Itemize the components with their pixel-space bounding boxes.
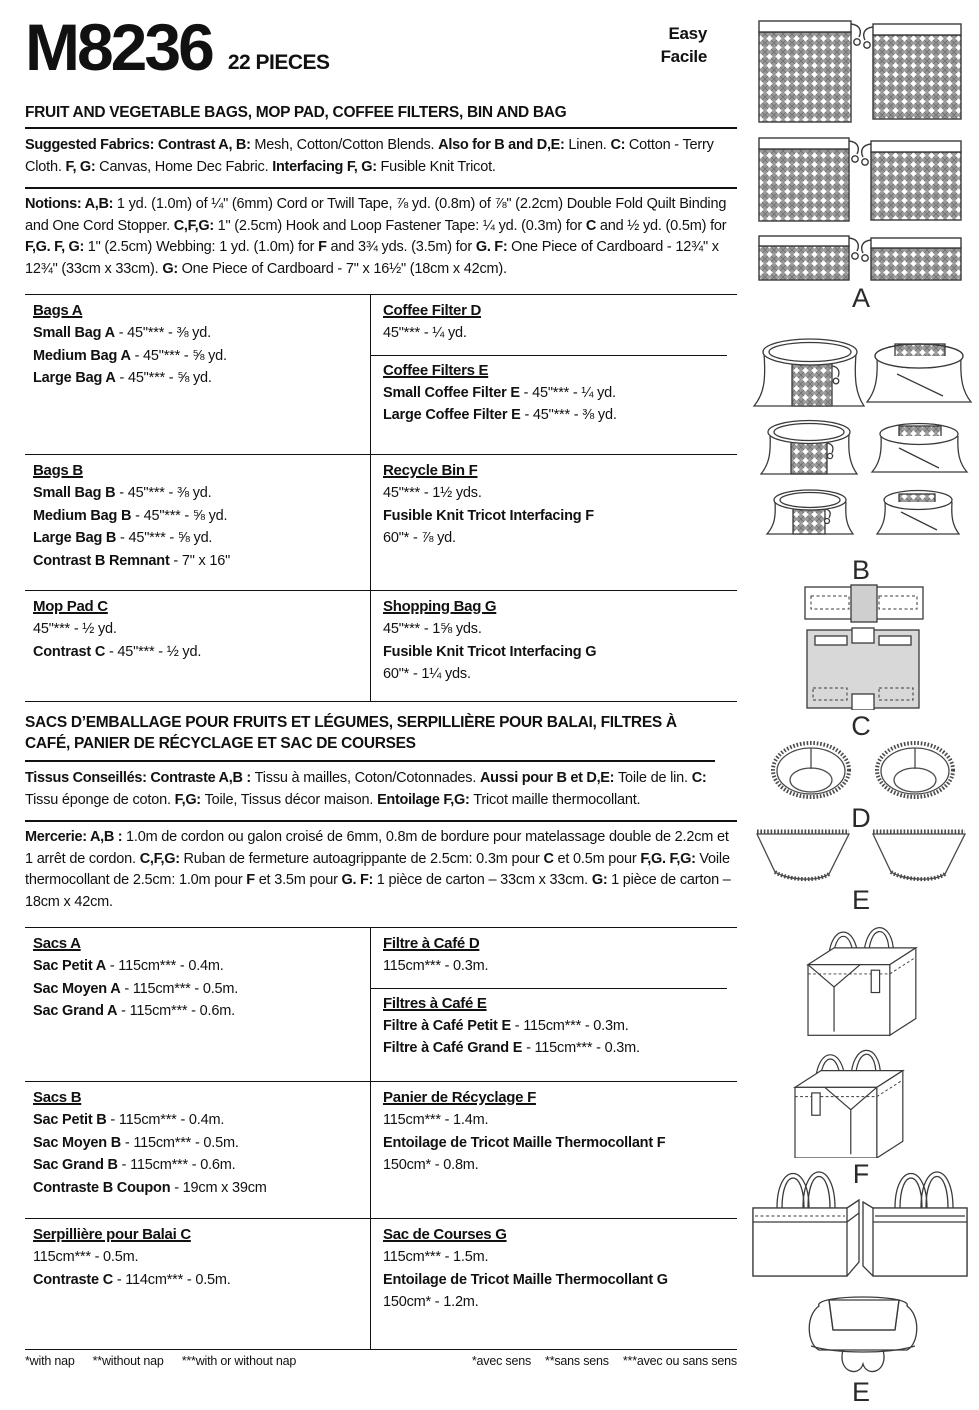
- cell-lines: Small Bag B - 45"*** - ⅜ yd. Medium Bag B - 45"*** - ⅝ yd. Large Bag B - 45"*** - ⅝ yd. Contrast B Remnant - 7" x 16": [33, 485, 231, 569]
- cell-heading: Serpillière pour Balai C: [33, 1226, 191, 1243]
- footnote-with-or-without-nap: ***with or without nap: [181, 1354, 297, 1368]
- cell-shopping-bag-g: [371, 591, 737, 701]
- figure-view-f: [743, 894, 979, 1188]
- cell-lines: Filtre à Café Petit E - 115cm*** - 0.3m. Filtre à Café Grand E - 115cm*** - 0.3m.: [383, 1017, 640, 1056]
- mesh-bags-illustration: [747, 16, 975, 282]
- cell-heading: Coffee Filters E: [383, 361, 489, 379]
- difficulty-fr: Facile: [660, 47, 707, 66]
- cell-coffee-filter-d: [383, 300, 727, 345]
- footnote-with-nap: *with nap: [25, 1354, 75, 1368]
- cell-sacs-b: [25, 1082, 371, 1218]
- footnote-without-nap: **without nap: [92, 1354, 164, 1368]
- cell-bags-b: [25, 455, 371, 590]
- footnote-avec-sens: *avec sens: [471, 1354, 532, 1368]
- figure-view-d: [743, 740, 979, 832]
- recycle-bins-illustration: [754, 894, 968, 1158]
- cell-heading: Mop Pad C: [33, 598, 108, 615]
- cell-lines: 45"*** - ½ yd. Contrast C - 45"*** - ½ yd.: [33, 621, 202, 660]
- tissus-paragraph: Tissus Conseillés: Contraste A,B : Tissu à mailles, Coton/Cotonnades. Aussi pour B et D,E: Toile de lin. C: Tissu éponge de coton. F,G: Toile, Tissus décor maison. Entoilage F,G: Tricot maille thermocollant.: [25, 770, 707, 808]
- figure-view-g: [743, 1158, 979, 1406]
- cell-lines: 115cm*** - 0.3m.: [383, 958, 489, 974]
- pattern-number: M8236: [25, 10, 212, 84]
- cell-filtres-cafe: [371, 928, 737, 1081]
- figure-label-c: C: [851, 711, 871, 741]
- figure-label-g: E: [851, 1377, 870, 1407]
- cell-lines: Sac Petit B - 115cm*** - 0.4m. Sac Moyen B - 115cm*** - 0.5m. Sac Grand B - 115cm*** - 0.6m. Contraste B Coupon - 19cm x 39cm: [33, 1112, 267, 1196]
- cell-heading: Bags A: [33, 302, 83, 319]
- cell-lines: Small Coffee Filter E - 45"*** - ¼ yd. Large Coffee Filter E - 45"*** - ⅜ yd.: [383, 384, 617, 423]
- title-english: FRUIT AND VEGETABLE BAGS, MOP PAD, COFFEE FILTERS, BIN AND BAG: [25, 104, 737, 129]
- figure-label-d: D: [851, 803, 871, 833]
- header: [25, 12, 737, 98]
- cell-lines: 115cm*** - 1.5m. Entoilage de Tricot Maille Thermocollant G 150cm* - 1.2m.: [383, 1249, 668, 1310]
- cell-sac-courses-g: [371, 1219, 737, 1349]
- footnote-sans-sens: **sans sens: [545, 1354, 609, 1368]
- shopping-bags-illustration: [747, 1158, 975, 1376]
- cell-lines: 45"*** - ¼ yd.: [383, 325, 467, 341]
- cell-heading: Recycle Bin F: [383, 462, 478, 479]
- footnote-avec-ou-sans-sens: ***avec ou sans sens: [622, 1354, 737, 1368]
- cell-serpilliere-c: [25, 1219, 371, 1349]
- cell-lines: Small Bag A - 45"*** - ⅜ yd. Medium Bag A - 45"*** - ⅝ yd. Large Bag A - 45"*** - ⅝ yd.: [33, 325, 227, 386]
- figure-label-e: E: [851, 885, 870, 915]
- cell-bags-a: [25, 295, 371, 454]
- footnotes-english: [25, 1354, 296, 1368]
- figure-view-b: [743, 330, 979, 584]
- cell-lines: 45"*** - 1½ yds. Fusible Knit Tricot Interfacing F 60"* - ⅞ yd.: [383, 485, 594, 546]
- cell-heading: Panier de Récyclage F: [383, 1089, 536, 1106]
- cell-mop-pad-c: [25, 591, 371, 701]
- cell-heading: Bags B: [33, 462, 83, 479]
- footnotes-french: [472, 1354, 737, 1368]
- cell-sacs-a: [25, 928, 371, 1081]
- cell-heading: Filtre à Café D: [383, 935, 480, 952]
- cell-heading: Filtres à Café E: [383, 994, 487, 1012]
- bowl-bags-illustration: [747, 330, 975, 554]
- fabrics-paragraph: Suggested Fabrics: Contrast A, B: Mesh, Cotton/Cotton Blends. Also for B and D,E: Linen. C: Cotton - Terry Cloth. F, G: Canvas, Home Dec Fabric. Interfacing F, G: Fusible Knit Tricot.: [25, 137, 714, 175]
- figure-view-c: [743, 584, 979, 740]
- illustration-column: [743, 0, 979, 1410]
- cell-heading: Sacs B: [33, 1089, 82, 1106]
- difficulty-en: Easy: [668, 24, 707, 43]
- figure-view-a: [743, 16, 979, 312]
- cell-heading: Sacs A: [33, 935, 81, 952]
- notions-paragraph: Notions: A,B: 1 yd. (1.0m) of ¼" (6mm) Cord or Twill Tape, ⅞ yd. (0.8m) of ⅞" (2.2cm) Double Fold Quilt Binding and One Cord Stopper. C,F,G: 1" (2.5cm) Hook and Loop Fastener Tape: ¼ yd. (0.3m) for C and ½ yd. (0.5m) for F,G. F, G: 1" (2.5cm) Webbing: 1 yd. (1.0m) for F and 3¾ yds. (3.5m) for G. F: One Piece of Cardboard - 12¾" x 12¾" (33cm x 33cm). G: One Piece of Cardboard - 7" x 16½" (18cm x 42cm).: [25, 187, 737, 280]
- cell-coffee-filters-e: [371, 355, 727, 427]
- figure-label-b: B: [851, 555, 870, 585]
- mercerie-paragraph: Mercerie: A,B : 1.0m de cordon ou galon croisé de 6mm, 0.8m de bordure pour matelassage double de 2.2cm et 1 arrêt de cordon. C,F,G: Ruban de fermeture autoagrippante de 2.5cm: 0.3m pour C et 0.5m pour F,G. F,G: Voile thermocollant de 2.5cm: 1.0m pour F et 3.5m pour G. F: 1 pièce de carton – 33cm x 33cm. G: 1 pièce de carton – 18cm x 42cm.: [25, 820, 737, 913]
- cell-lines: 115cm*** - 0.5m. Contraste C - 114cm*** - 0.5m.: [33, 1249, 231, 1288]
- mop-pad-illustration: [747, 584, 975, 710]
- cell-heading: Sac de Courses G: [383, 1226, 507, 1243]
- figure-label-f: F: [852, 1159, 870, 1189]
- cell-filtres-cafe-e: [371, 988, 727, 1060]
- cell-filtre-cafe-d: [383, 933, 727, 978]
- cell-recycle-bin-f: [371, 455, 737, 590]
- text-column: [25, 12, 737, 1368]
- figure-label-a: A: [851, 283, 870, 313]
- footnotes: [25, 1354, 737, 1368]
- cell-heading: Shopping Bag G: [383, 598, 497, 615]
- cell-lines: 115cm*** - 1.4m. Entoilage de Tricot Maille Thermocollant F 150cm* - 0.8m.: [383, 1112, 666, 1173]
- cell-coffee-filters: [371, 295, 737, 454]
- pieces-count: 22 PIECES: [227, 51, 330, 74]
- cone-filters-illustration: [747, 822, 975, 884]
- basket-filters-illustration: [747, 740, 975, 802]
- cell-lines: Sac Petit A - 115cm*** - 0.4m. Sac Moyen A - 115cm*** - 0.5m. Sac Grand A - 115cm*** - 0.6m.: [33, 958, 239, 1019]
- title-french: SACS D’EMBALLAGE POUR FRUITS ET LÉGUMES, SERPILLIÈRE POUR BALAI, FILTRES À CAFÉ, PANIER DE RÉCYCLAGE ET SAC DE COURSES: [25, 712, 715, 762]
- cell-panier-recyclage-f: [371, 1082, 737, 1218]
- yardage-table-french: [25, 927, 737, 1350]
- yardage-table-english: [25, 294, 737, 702]
- cell-lines: 45"*** - 1⅝ yds. Fusible Knit Tricot Interfacing G 60"* - 1¼ yds.: [383, 621, 597, 682]
- cell-heading: Coffee Filter D: [383, 302, 482, 319]
- difficulty-badge: [661, 22, 707, 68]
